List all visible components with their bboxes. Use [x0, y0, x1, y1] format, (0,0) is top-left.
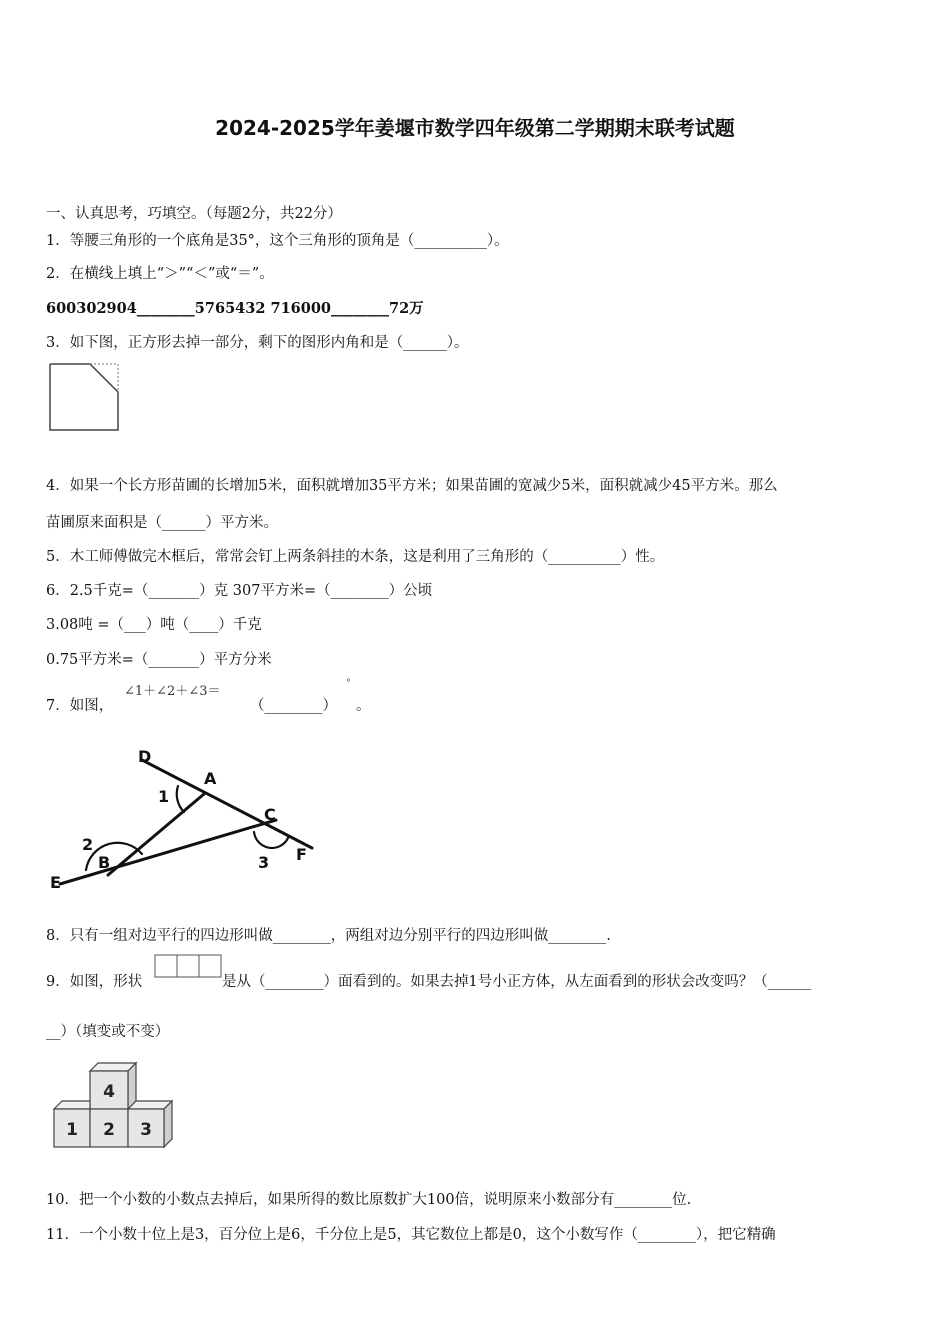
cube-label-4: 4 [103, 1082, 115, 1102]
cube-label-2: 2 [103, 1120, 115, 1140]
angle-label-3: 3 [258, 853, 270, 872]
question-7-degree: ° [346, 678, 351, 689]
question-6-line-2: 3.08吨 =（___）吨（____）千克 [46, 617, 262, 633]
page-title: 2024-2025学年姜堰市数学四年级第二学期期末联考试题 [215, 116, 735, 140]
question-3: 3．如下图，正方形去掉一部分，剩下的图形内角和是（______）。 [46, 335, 469, 351]
angle-figure [46, 742, 326, 892]
label-b: B [98, 853, 111, 872]
question-8: 8．只有一组对边平行的四边形叫做________，两组对边分别平行的四边形叫做________. [46, 928, 611, 944]
angle-label-2: 2 [82, 835, 94, 854]
cube-label-3: 3 [140, 1120, 152, 1140]
question-7-prefix: 7．如图， [46, 698, 114, 714]
question-5: 5．木工师傅做完木框后，常常会钉上两条斜挂的木条，这是利用了三角形的（__________）性。 [46, 549, 665, 565]
question-9-rest: 是从（________）面看到的。如果去掉1号小正方体，从左面看到的形状会改变吗？（______ [222, 974, 812, 990]
question-2-line: 600302904________5765432 716000________72万 [46, 300, 424, 317]
question-6-line-1: 6．2.5千克=（_______）克 307平方米=（________）公顷 [46, 583, 433, 599]
question-7-end: 。 [356, 698, 371, 714]
section-heading: 一、认真思考，巧填空。（每题2分，共22分） [46, 206, 342, 222]
question-4-line-1: 4．如果一个长方形苗圃的长增加5米，面积就增加35平方米；如果苗圃的宽减少5米，面积就减少45平方米。那么 [46, 478, 778, 494]
square-cut-figure [48, 362, 120, 432]
question-1: 1．等腰三角形的一个底角是35°，这个三角形的顶角是（__________）。 [46, 233, 509, 249]
three-squares-shape [154, 954, 222, 978]
question-6-line-3: 0.75平方米=（_______）平方分米 [46, 652, 272, 668]
question-2: 2．在横线上填上“＞”“＜”或“＝”。 [46, 266, 274, 282]
label-d: D [138, 747, 152, 766]
angle-label-1: 1 [158, 787, 170, 806]
label-e: E [50, 873, 61, 892]
cube-label-1: 1 [66, 1120, 78, 1140]
label-a: A [204, 769, 217, 788]
label-f: F [296, 845, 307, 864]
cubes-figure [52, 1063, 176, 1147]
label-c: C [264, 805, 276, 824]
question-4-line-2: 苗圃原来面积是（______）平方米。 [46, 515, 278, 531]
question-9-prefix: 9．如图，形状 [46, 974, 143, 990]
question-9-line-2: __）（填变或不变） [46, 1024, 170, 1040]
question-7-formula: ∠1＋∠2＋∠3＝ [124, 684, 221, 699]
question-11: 11．一个小数十位上是3，百分位上是6，千分位上是5，其它数位上都是0，这个小数写作（________），把它精确 [46, 1227, 776, 1243]
question-7-blank: （________） [250, 698, 337, 714]
question-10: 10．把一个小数的小数点去掉后，如果所得的数比原数扩大100倍，说明原来小数部分有________位. [46, 1192, 692, 1208]
